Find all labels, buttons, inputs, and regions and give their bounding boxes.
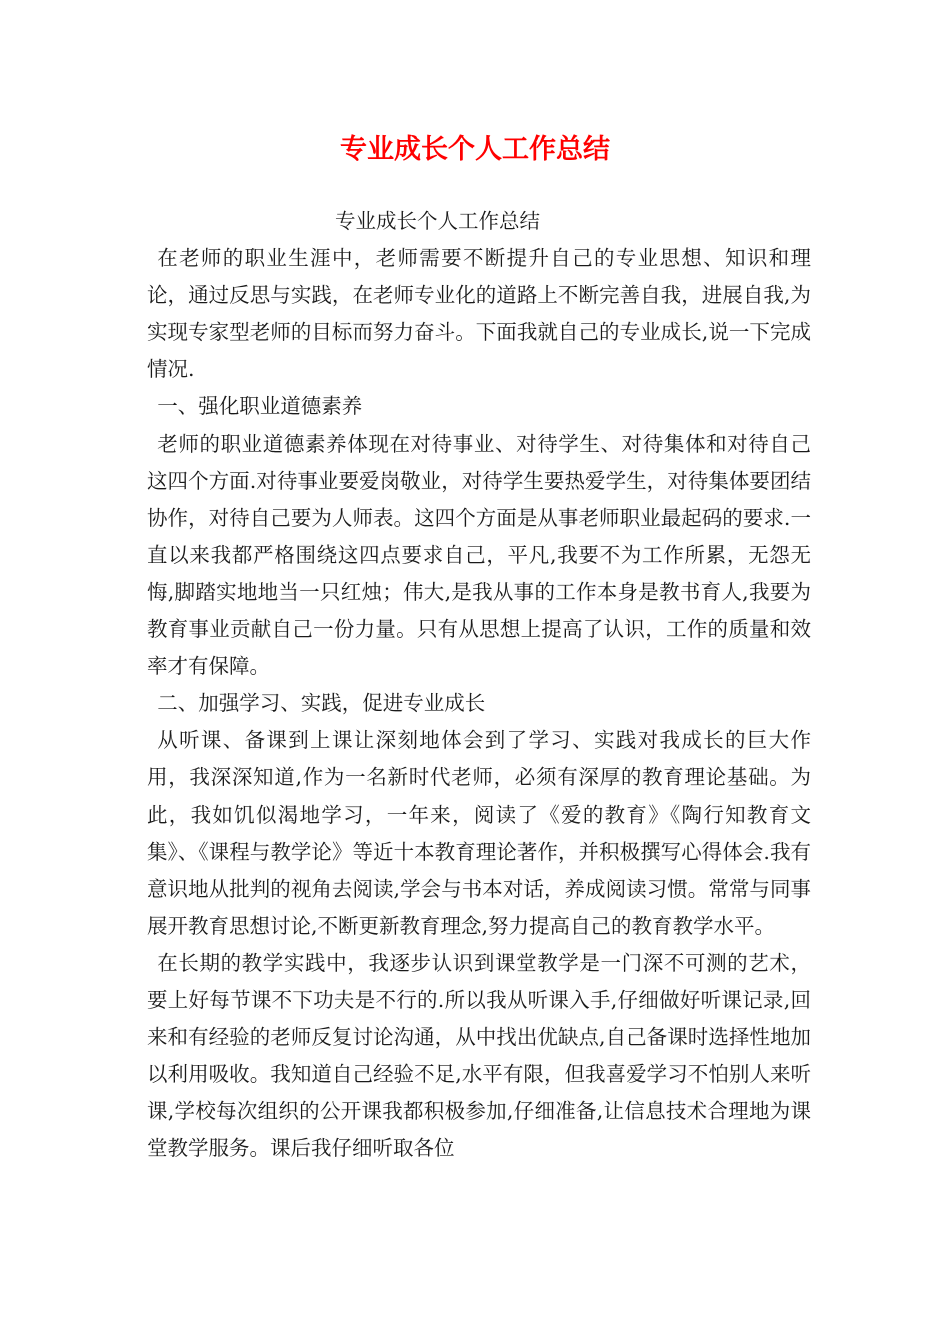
- paragraph-study: 从听课、备课到上课让深刻地体会到了学习、实践对我成长的巨大作用，我深深知道,作为一名新时代老师，必须有深厚的教育理论基础。为此，我如饥似渴地学习，一年来，阅读了《爱的教育》《陶行知教育文集》、《课程与教学论》等近十本教育理论著作，并积极撰写心得体会.我有意识地从批判的视角去阅读,学会与书本对话，养成阅读习惯。常常与同事展开教育思想讨论,不断更新教育理念,努力提高自己的教育教学水平。: [147, 728, 811, 938]
- paragraph-ethics: 老师的职业道德素养体现在对待事业、对待学生、对待集体和对待自己这四个方面.对待事业要爱岗敬业，对待学生要热爱学生，对待集体要团结协作，对待自己要为人师表。这四个方面是从事老师职业最起码的要求.一直以来我都严格围绕这四点要求自己，平凡,我要不为工作所累，无怨无悔,脚踏实地地当一只红烛；伟大,是我从事的工作本身是教书育人,我要为教育事业贡献自己一份力量。只有从思想上提高了认识，工作的质量和效率才有保障。: [147, 431, 811, 679]
- document-title: 专业成长个人工作总结: [340, 134, 610, 165]
- section-heading-1: 一、强化职业道德素养: [157, 394, 363, 419]
- paragraph-intro: 在老师的职业生涯中，老师需要不断提升自己的专业思想、知识和理论，通过反思与实践，在老师专业化的道路上不断完善自我，进展自我,为实现专家型老师的目标而努力奋斗。下面我就自己的专业成长,说一下完成情况.: [147, 246, 811, 382]
- document-body: [147, 203, 811, 1167]
- document-subtitle: 专业成长个人工作总结: [335, 209, 540, 233]
- paragraph-practice: 在长期的教学实践中，我逐步认识到课堂教学是一门深不可测的艺术，要上好每节课不下功夫是不行的.所以我从听课入手,仔细做好听课记录,回来和有经验的老师反复讨论沟通，从中找出优缺点,自己备课时选择性地加以利用吸收。我知道自己经验不足,水平有限，但我喜爱学习不怕别人来听课,学校每次组织的公开课我都积极参加,仔细准备,让信息技术合理地为课堂教学服务。课后我仔细听取各位: [147, 950, 811, 1161]
- section-heading-2: 二、加强学习、实践，促进专业成长: [157, 691, 486, 716]
